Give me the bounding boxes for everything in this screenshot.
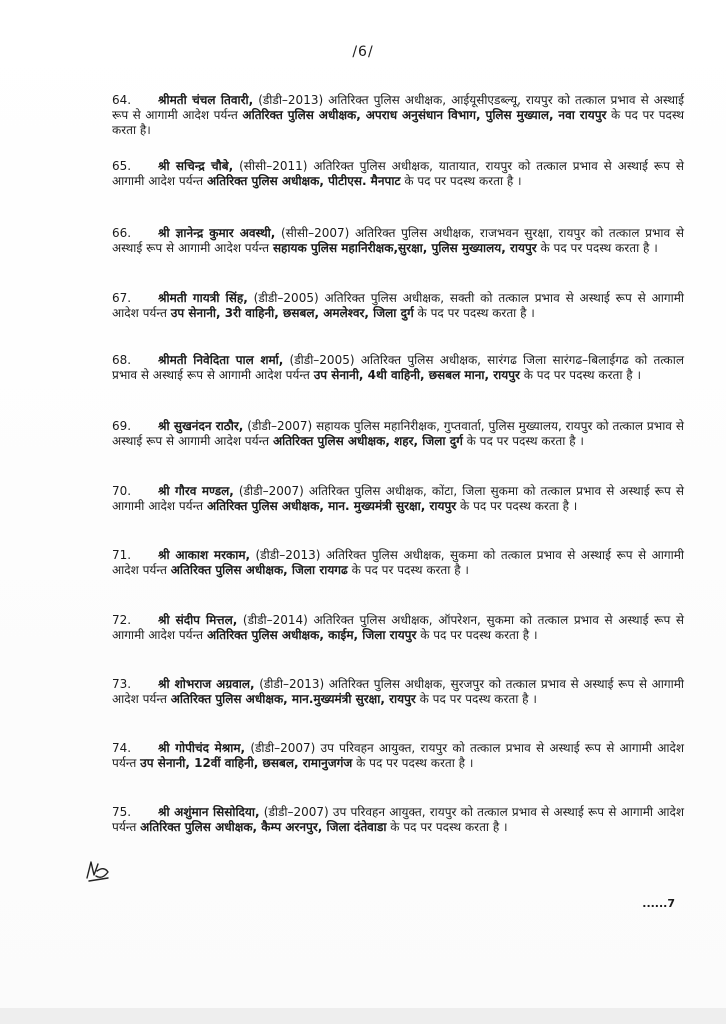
entry-text: (सीसी–2011) अतिरिक्त पुलिस अधीक्षक, यातायात, रायपुर को तत्काल प्रभाव से अस्थाई रूप से आगामी आदेश पर्यन्त xyxy=(112,159,684,189)
posting-title: अतिरिक्त पुलिस अधीक्षक, मान. मुख्यमंत्री सुरक्षा, रायपुर xyxy=(206,499,457,514)
officer-name: श्री ज्ञानेन्द्र कुमार अवस्थी, xyxy=(158,226,276,240)
entry-number: 69. xyxy=(112,419,132,433)
officer-name: श्रीमती निवेदिता पाल शर्मा, xyxy=(158,353,284,367)
entry-text: (सीसी–2007) अतिरिक्त पुलिस अधीक्षक, राजभवन सुरक्षा, रायपुर को तत्काल प्रभाव से अस्थाई रूप से आगामी आदेश पर्यन्त xyxy=(112,226,684,256)
posting-title: अतिरिक्त पुलिस अधीक्षक, अपराध अनुसंधान विभाग, पुलिस मुख्याल, नवा रायपुर xyxy=(242,108,607,123)
order-entry xyxy=(112,159,684,189)
next-page-indicator: ......7 xyxy=(642,897,675,910)
entry-text: (डीडी–2013) अतिरिक्त पुलिस अधीक्षक, सुकमा को तत्काल प्रभाव से अस्थाई रूप से आगामी आदेश पर्यन्त xyxy=(112,548,684,578)
posting-title: अतिरिक्त पुलिस अधीक्षक, जिला रायगढ xyxy=(170,563,348,578)
officer-name: श्री शोभराज अग्रवाल, xyxy=(158,677,255,691)
order-entry xyxy=(112,226,684,256)
entry-closing: के पद पर पदस्थ करता है । xyxy=(386,820,508,835)
entry-closing: के पद पर पदस्थ करता है। xyxy=(112,108,684,138)
entry-closing: के पद पर पदस्थ करता है । xyxy=(519,368,642,383)
entry-text: (डीडी–2014) अतिरिक्त पुलिस अधीक्षक, ऑपरेशन, सुकमा को तत्काल प्रभाव से अस्थाई रूप से आगामी आदेश पर्यन्त xyxy=(112,613,684,643)
entry-number: 65. xyxy=(112,159,132,173)
officer-name: श्रीमती चंचल तिवारी, xyxy=(158,93,254,107)
order-entry xyxy=(112,484,684,514)
officer-name: श्री संदीप मित्तल, xyxy=(158,613,238,627)
entry-number: 64. xyxy=(112,93,132,107)
entry-number: 75. xyxy=(112,805,132,819)
officer-name: श्री अशुंमान सिसोदिया, xyxy=(158,805,260,819)
entry-closing: के पद पर पदस्थ करता है । xyxy=(415,692,537,707)
handwritten-initials xyxy=(84,858,112,884)
posting-title: अतिरिक्त पुलिस अधीक्षक, काईम, जिला रायपुर xyxy=(206,628,417,643)
entry-closing: के पद पर पदस्थ करता है । xyxy=(400,174,522,189)
posting-title: उप सेनानी, 3री वाहिनी, छसबल, अमलेश्वर, जिला दुर्ग xyxy=(170,306,414,321)
entry-text: (डीडी–2007) सहायक पुलिस महानिरीक्षक, गुप्तवार्ता, पुलिस मुख्यालय, रायपुर को तत्काल प्रभाव से अस्थाई रूप से आगामी आदेश पर्यन्त xyxy=(112,419,684,449)
order-entry xyxy=(112,93,684,139)
posting-title: उप सेनानी, 12वीं वाहिनी, छसबल, रामानुजगंज xyxy=(140,756,353,771)
entry-text: (डीडी–2013) अतिरिक्त पुलिस अधीक्षक, आईयूसीएडब्ल्यू, रायपुर को तत्काल प्रभाव से अस्थाई रूप से आगामी आदेश पर्यन्त xyxy=(112,93,684,123)
entry-text: (डीडी–2013) अतिरिक्त पुलिस अधीक्षक, सुरजपुर को तत्काल प्रभाव से अस्थाई रूप से आगामी आदेश पर्यन्त xyxy=(112,677,684,707)
entry-closing: के पद पर पदस्थ करता है । xyxy=(413,306,535,321)
entry-text: (डीडी–2007) उप परिवहन आयुक्त, रायपुर को तत्काल प्रभाव से अस्थाई रूप से आगामी आदेश पर्यन्त xyxy=(112,805,685,835)
order-entry xyxy=(112,613,684,643)
page-number: /6/ xyxy=(352,44,374,60)
officer-name: श्री गोपीचंद मेश्राम, xyxy=(158,741,246,755)
order-entry xyxy=(112,741,684,771)
officer-name: श्रीमती गायत्री सिंह, xyxy=(158,291,248,305)
posting-title: अतिरिक्त पुलिस अधीक्षक, पीटीएस. मैनपाट xyxy=(206,174,401,189)
entry-closing: के पद पर पदस्थ करता है । xyxy=(456,499,578,514)
order-entry xyxy=(112,291,684,321)
order-entry xyxy=(112,419,684,449)
entry-number: 71. xyxy=(112,548,132,562)
entry-closing: के पद पर पदस्थ करता है । xyxy=(416,628,538,643)
order-entry xyxy=(112,677,684,707)
posting-title: अतिरिक्त पुलिस अधीक्षक, मान.मुख्यमंत्री सुरक्षा, रायपुर xyxy=(170,692,416,707)
entry-number: 66. xyxy=(112,226,132,240)
entry-number: 73. xyxy=(112,677,132,691)
entry-text: (डीडी–2007) अतिरिक्त पुलिस अधीक्षक, कोंटा, जिला सुकमा को तत्काल प्रभाव से अस्थाई रूप से आगामी आदेश पर्यन्त xyxy=(112,484,684,514)
entry-text: (डीडी–2005) अतिरिक्त पुलिस अधीक्षक, सक्ती को तत्काल प्रभाव से अस्थाई रूप से आगामी आदेश पर्यन्त xyxy=(112,291,684,321)
entry-closing: के पद पर पदस्थ करता है । xyxy=(352,756,474,771)
order-entry xyxy=(112,548,684,578)
officer-name: श्री आकाश मरकाम, xyxy=(158,548,251,562)
order-entry xyxy=(112,805,684,835)
posting-title: सहायक पुलिस महानिरीक्षक,सुरक्षा, पुलिस मुख्यालय, रायपुर xyxy=(272,241,537,256)
order-entry xyxy=(112,353,684,383)
entry-number: 72. xyxy=(112,613,132,627)
entry-number: 74. xyxy=(112,741,132,755)
entry-number: 68. xyxy=(112,353,132,367)
posting-title: उप सेनानी, 4थी वाहिनी, छसबल माना, रायपुर xyxy=(313,368,520,383)
officer-name: श्री सुखनंदन राठौर, xyxy=(158,419,244,433)
scan-bottom-edge xyxy=(0,1008,726,1024)
entry-number: 70. xyxy=(112,484,132,498)
entry-closing: के पद पर पदस्थ करता है । xyxy=(536,241,658,256)
posting-title: अतिरिक्त पुलिस अधीक्षक, शहर, जिला दुर्ग xyxy=(272,434,463,449)
posting-title: अतिरिक्त पुलिस अधीक्षक, कैम्प अरनपुर, जिला दंतेवाडा xyxy=(140,820,387,835)
officer-name: श्री गौरव मण्डल, xyxy=(158,484,234,498)
entry-text: (डीडी–2007) उप परिवहन आयुक्त, रायपुर को तत्काल प्रभाव से अस्थाई रूप से आगामी आदेश पर्यन्त xyxy=(112,741,684,771)
entry-text: (डीडी–2005) अतिरिक्त पुलिस अधीक्षक, सारंगढ जिला सारंगढ–बिलाईगढ को तत्काल प्रभाव से अस्थाई रूप से आगामी आदेश पर्यन्त xyxy=(112,353,684,383)
entry-closing: के पद पर पदस्थ करता है । xyxy=(347,563,469,578)
entry-number: 67. xyxy=(112,291,132,305)
entry-closing: के पद पर पदस्थ करता है । xyxy=(462,434,584,449)
officer-name: श्री सचिन्द्र चौबे, xyxy=(158,159,234,173)
